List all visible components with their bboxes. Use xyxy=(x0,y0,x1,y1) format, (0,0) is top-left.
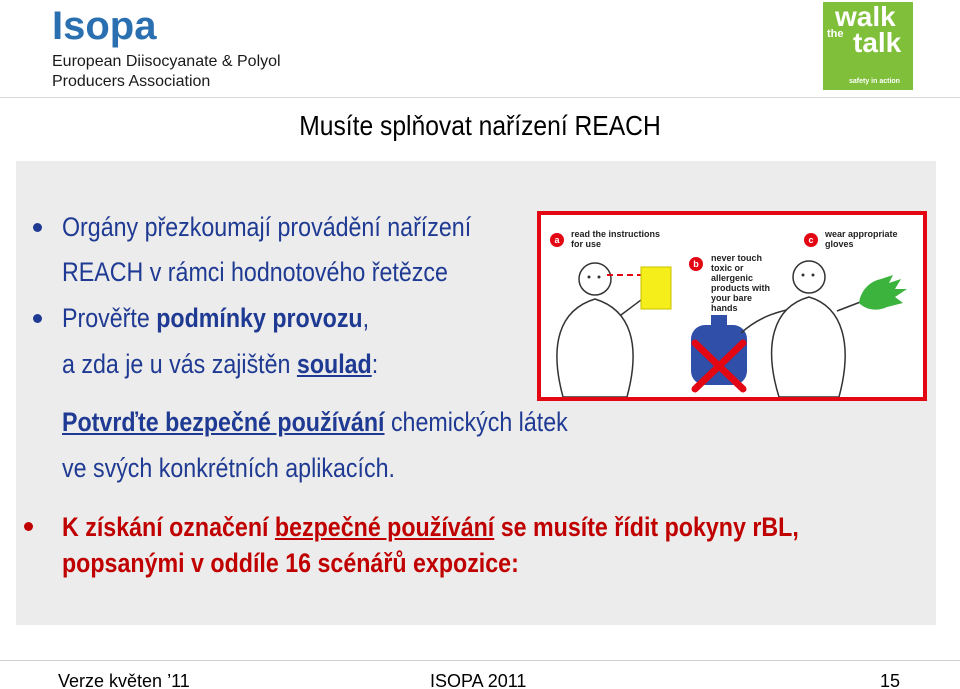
illustration-label-a-line1: read the instructions xyxy=(571,229,661,239)
illustration-label-c-line2: gloves xyxy=(825,239,854,249)
bullet2-line2-end: : xyxy=(371,349,379,379)
bullet3-line1-underlined: bezpečné používání xyxy=(274,512,495,542)
page-number: 15 xyxy=(880,671,901,689)
illustration-label-b-line4: products with xyxy=(711,283,770,293)
person-reading-icon xyxy=(557,263,645,397)
walk-the-talk-logo-walk: walk xyxy=(835,2,896,32)
isopa-tagline-line2: Producers Association xyxy=(52,73,211,90)
confirm-underlined: Potvrďte bezpečné používání xyxy=(62,407,385,437)
bullet1-line1: Orgány přezkoumají provádění nařízení xyxy=(62,212,472,242)
bullet1-line2: REACH v rámci hodnotového řetězce xyxy=(62,257,448,287)
illustration-label-b-line3: allergenic xyxy=(711,273,754,283)
illustration-badge-b: b xyxy=(689,257,703,271)
footer-divider xyxy=(0,660,960,661)
person-eye-icon xyxy=(812,274,815,277)
illustration-label-b-line5: your bare xyxy=(711,293,753,303)
header xyxy=(0,0,960,97)
bullet2-line1 xyxy=(62,303,369,333)
isopa-logo[interactable] xyxy=(52,6,302,92)
walk-the-talk-logo-tagline: safety in action xyxy=(849,78,900,85)
bullet2-line2-underlined: soulad xyxy=(296,349,372,379)
illustration-label-a-line2: for use xyxy=(571,239,602,249)
bullet3-line1-b: se musíte řídit pokyny rBL, xyxy=(494,512,799,542)
bullet3-line1 xyxy=(62,512,799,542)
walk-the-talk-logo-the: the xyxy=(827,28,844,40)
illustration-label-c-line1: wear appropriate xyxy=(825,229,898,239)
person-gloves-icon xyxy=(772,261,863,397)
confirm-line2: ve svých konkrétních aplikacích. xyxy=(62,453,395,483)
bullet3-line2: popsanými v oddíle 16 scénářů expozice: xyxy=(62,548,519,578)
bullet2-line2 xyxy=(62,349,378,379)
illustration-label-b-line2: toxic or xyxy=(711,263,744,273)
illustration-badge-a: a xyxy=(550,233,564,247)
isopa-wordmark: Isopa xyxy=(52,4,157,48)
bullet3-line1-a: K získání označení xyxy=(62,512,275,542)
illustration-label-b-line6: hands xyxy=(711,303,738,313)
bullet2-line2-plain: a zda je u vás zajištěn xyxy=(62,349,297,379)
instructions-sheet-icon xyxy=(641,267,671,309)
walk-the-talk-logo[interactable] xyxy=(823,2,913,90)
green-glove-icon xyxy=(859,275,907,310)
confirm-rest: chemických látek xyxy=(384,407,568,437)
walk-the-talk-logo-talk: talk xyxy=(853,27,902,58)
illustration-badge-c: c xyxy=(804,233,818,247)
safety-illustration xyxy=(537,211,927,401)
bullet2-line1-plain: Prověřte xyxy=(62,303,157,333)
bullet-dot-red xyxy=(24,522,33,531)
person-eye-icon xyxy=(598,276,601,279)
confirm-line1 xyxy=(62,407,568,437)
bullet-dot xyxy=(33,314,42,323)
bullet2-line1-bold: podmínky provozu xyxy=(156,303,363,333)
bullet-dot xyxy=(33,223,42,232)
footer-version: Verze květen ’11 xyxy=(58,671,190,689)
isopa-tagline-line1: European Diisocyanate & Polyol xyxy=(52,53,281,70)
slide-title: Musíte splňovat nařízení REACH xyxy=(299,110,661,141)
header-divider xyxy=(0,97,960,98)
person-eye-icon xyxy=(802,274,805,277)
illustration-label-b-line1: never touch xyxy=(711,253,763,263)
person-eye-icon xyxy=(588,276,591,279)
bullet2-line1-end: , xyxy=(362,303,370,333)
footer-org: ISOPA 2011 xyxy=(430,671,527,689)
